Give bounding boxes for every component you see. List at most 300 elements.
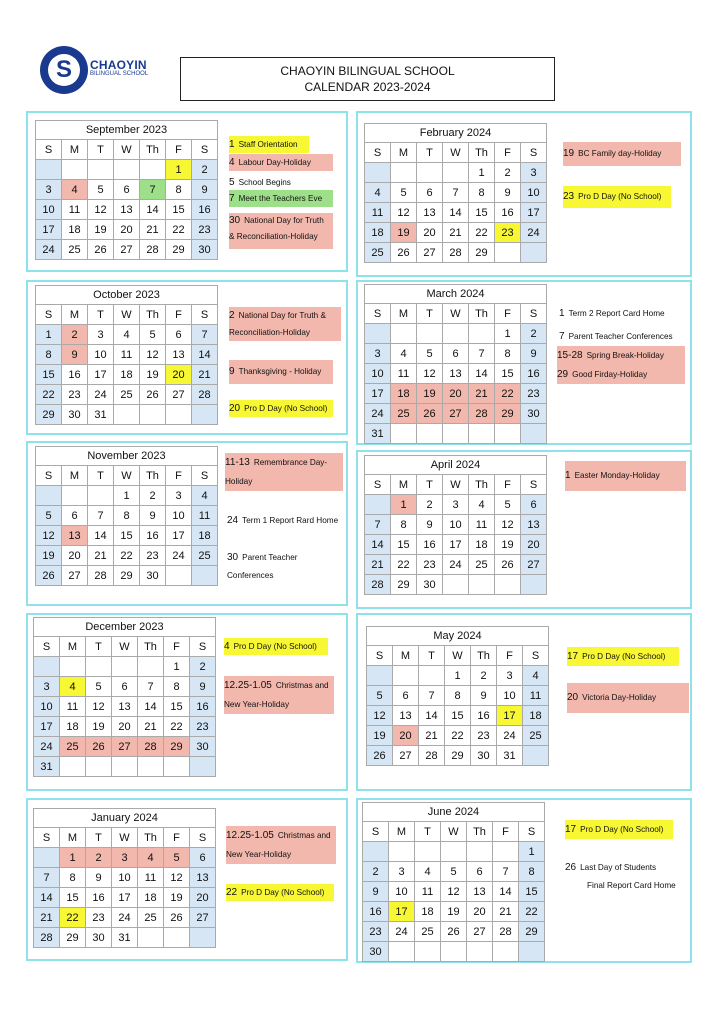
day-cell: 18 — [469, 535, 495, 555]
day-cell: 1 — [391, 495, 417, 515]
day-cell: 19 — [441, 902, 467, 922]
day-cell: 24 — [88, 385, 114, 405]
calendar-jun — [362, 802, 545, 962]
note-may-1: 17 Pro D Day (No School) — [567, 647, 679, 666]
day-cell: 30 — [140, 566, 166, 586]
weekday-header: F — [495, 143, 521, 163]
day-cell: 31 — [497, 746, 523, 766]
day-cell: 9 — [192, 180, 218, 200]
empty-cell — [519, 942, 545, 962]
day-cell: 20 — [190, 888, 216, 908]
note-mar-3: 15-28 Spring Break-Holiday 29 Good Firday-Holiday — [557, 346, 685, 384]
empty-cell — [166, 566, 192, 586]
day-cell: 25 — [138, 908, 164, 928]
day-cell: 26 — [140, 385, 166, 405]
day-cell: 15 — [114, 526, 140, 546]
day-cell: 25 — [62, 240, 88, 260]
day-cell: 18 — [192, 526, 218, 546]
day-cell: 8 — [60, 868, 86, 888]
day-cell: 7 — [493, 862, 519, 882]
weekday-header: Th — [467, 822, 493, 842]
day-cell: 31 — [365, 424, 391, 444]
empty-cell — [192, 405, 218, 425]
logo-subtitle: BILINGUAL SCHOOL — [90, 71, 149, 77]
day-cell: 4 — [62, 180, 88, 200]
day-cell: 2 — [417, 495, 443, 515]
day-cell: 23 — [62, 385, 88, 405]
day-cell: 13 — [417, 203, 443, 223]
weekday-header: F — [166, 466, 192, 486]
empty-cell — [62, 160, 88, 180]
day-cell: 1 — [114, 486, 140, 506]
day-cell: 16 — [86, 888, 112, 908]
day-cell: 22 — [60, 908, 86, 928]
day-cell: 31 — [112, 928, 138, 948]
calendar-mar — [364, 284, 547, 444]
day-cell: 21 — [88, 546, 114, 566]
weekday-header: W — [443, 304, 469, 324]
day-cell: 10 — [497, 686, 523, 706]
day-cell: 11 — [60, 697, 86, 717]
day-cell: 10 — [36, 200, 62, 220]
day-cell: 7 — [138, 677, 164, 697]
day-cell: 24 — [443, 555, 469, 575]
day-cell: 16 — [495, 203, 521, 223]
day-cell: 10 — [34, 697, 60, 717]
month-title: April 2024 — [365, 456, 547, 475]
day-cell: 10 — [88, 345, 114, 365]
weekday-header: S — [34, 637, 60, 657]
day-cell: 6 — [62, 506, 88, 526]
empty-cell — [34, 848, 60, 868]
day-cell: 19 — [88, 220, 114, 240]
day-cell: 10 — [166, 506, 192, 526]
day-cell: 7 — [34, 868, 60, 888]
day-cell: 6 — [521, 495, 547, 515]
day-cell: 4 — [60, 677, 86, 697]
day-cell: 23 — [140, 546, 166, 566]
day-cell: 7 — [469, 344, 495, 364]
day-cell: 8 — [164, 677, 190, 697]
day-cell: 29 — [445, 746, 471, 766]
day-cell: 3 — [443, 495, 469, 515]
weekday-header: S — [519, 822, 545, 842]
weekday-header: S — [523, 646, 549, 666]
day-cell: 12 — [441, 882, 467, 902]
day-cell: 18 — [114, 365, 140, 385]
calendar-dec — [33, 617, 216, 777]
day-cell: 15 — [164, 697, 190, 717]
weekday-header: S — [521, 475, 547, 495]
note-sep-3: 5 School Begins — [229, 177, 291, 188]
day-cell: 3 — [36, 180, 62, 200]
day-cell: 20 — [114, 220, 140, 240]
empty-cell — [419, 666, 445, 686]
day-cell: 27 — [114, 240, 140, 260]
weekday-header: W — [112, 637, 138, 657]
day-cell: 4 — [391, 344, 417, 364]
day-cell: 15 — [60, 888, 86, 908]
empty-cell — [86, 657, 112, 677]
day-cell: 6 — [112, 677, 138, 697]
day-cell: 17 — [88, 365, 114, 385]
weekday-header: S — [192, 466, 218, 486]
day-cell: 7 — [140, 180, 166, 200]
day-cell: 22 — [469, 223, 495, 243]
month-title: January 2024 — [34, 809, 216, 828]
day-cell: 25 — [469, 555, 495, 575]
day-cell: 11 — [523, 686, 549, 706]
day-cell: 7 — [443, 183, 469, 203]
day-cell: 25 — [391, 404, 417, 424]
weekday-header: M — [62, 305, 88, 325]
weekday-header: W — [114, 140, 140, 160]
day-cell: 13 — [62, 526, 88, 546]
day-cell: 27 — [521, 555, 547, 575]
empty-cell — [391, 163, 417, 183]
day-cell: 21 — [419, 726, 445, 746]
day-cell: 5 — [441, 862, 467, 882]
empty-cell — [140, 405, 166, 425]
weekday-header: Th — [469, 143, 495, 163]
day-cell: 18 — [415, 902, 441, 922]
day-cell: 6 — [166, 325, 192, 345]
day-cell: 17 — [34, 717, 60, 737]
day-cell: 4 — [523, 666, 549, 686]
day-cell: 9 — [363, 882, 389, 902]
calendar-may — [366, 626, 549, 766]
empty-cell — [114, 160, 140, 180]
day-cell: 19 — [417, 384, 443, 404]
day-cell: 6 — [393, 686, 419, 706]
day-cell: 1 — [519, 842, 545, 862]
weekday-header: T — [88, 305, 114, 325]
day-cell: 1 — [495, 324, 521, 344]
day-cell: 14 — [192, 345, 218, 365]
weekday-header: Th — [140, 305, 166, 325]
day-cell: 6 — [114, 180, 140, 200]
empty-cell — [391, 324, 417, 344]
day-cell: 15 — [445, 706, 471, 726]
weekday-header: W — [445, 646, 471, 666]
day-cell: 16 — [62, 365, 88, 385]
day-cell: 2 — [62, 325, 88, 345]
day-cell: 19 — [140, 365, 166, 385]
day-cell: 8 — [495, 344, 521, 364]
day-cell: 20 — [443, 384, 469, 404]
empty-cell — [443, 324, 469, 344]
day-cell: 11 — [415, 882, 441, 902]
day-cell: 23 — [190, 717, 216, 737]
note-sep-5: 30 National Day for Truth & Reconciliation-Holiday — [229, 213, 333, 249]
note-oct-1: 2 National Day for Truth & Reconciliation-Holiday — [229, 307, 341, 341]
day-cell: 13 — [112, 697, 138, 717]
note-sep-2: 4 Labour Day-Holiday — [229, 154, 333, 171]
note-may-2: 20 Victoria Day-Holiday — [567, 683, 689, 713]
day-cell: 14 — [140, 200, 166, 220]
empty-cell — [166, 405, 192, 425]
day-cell: 9 — [140, 506, 166, 526]
month-title: May 2024 — [367, 627, 549, 646]
day-cell: 31 — [34, 757, 60, 777]
weekday-header: T — [88, 140, 114, 160]
day-cell: 13 — [114, 200, 140, 220]
empty-cell — [88, 160, 114, 180]
day-cell: 14 — [34, 888, 60, 908]
weekday-header: Th — [469, 475, 495, 495]
day-cell: 21 — [34, 908, 60, 928]
day-cell: 24 — [521, 223, 547, 243]
day-cell: 2 — [495, 163, 521, 183]
weekday-header: W — [112, 828, 138, 848]
day-cell: 4 — [365, 183, 391, 203]
weekday-header: M — [60, 828, 86, 848]
empty-cell — [365, 495, 391, 515]
month-title: December 2023 — [34, 618, 216, 637]
calendar-apr — [364, 455, 547, 595]
day-cell: 2 — [140, 486, 166, 506]
empty-cell — [164, 928, 190, 948]
weekday-header: S — [192, 140, 218, 160]
weekday-header: S — [36, 466, 62, 486]
day-cell: 25 — [192, 546, 218, 566]
empty-cell — [86, 757, 112, 777]
day-cell: 14 — [419, 706, 445, 726]
day-cell: 30 — [471, 746, 497, 766]
day-cell: 21 — [493, 902, 519, 922]
day-cell: 9 — [417, 515, 443, 535]
day-cell: 5 — [88, 180, 114, 200]
weekday-header: S — [363, 822, 389, 842]
day-cell: 5 — [417, 344, 443, 364]
weekday-header: Th — [140, 140, 166, 160]
day-cell: 21 — [138, 717, 164, 737]
day-cell: 8 — [36, 345, 62, 365]
weekday-header: T — [419, 646, 445, 666]
day-cell: 11 — [391, 364, 417, 384]
day-cell: 18 — [523, 706, 549, 726]
weekday-header: M — [389, 822, 415, 842]
empty-cell — [60, 757, 86, 777]
day-cell: 10 — [389, 882, 415, 902]
empty-cell — [443, 163, 469, 183]
weekday-header: M — [393, 646, 419, 666]
day-cell: 9 — [521, 344, 547, 364]
day-cell: 6 — [190, 848, 216, 868]
day-cell: 2 — [86, 848, 112, 868]
day-cell: 28 — [469, 404, 495, 424]
day-cell: 19 — [367, 726, 393, 746]
day-cell: 5 — [86, 677, 112, 697]
day-cell: 23 — [417, 555, 443, 575]
weekday-header: Th — [140, 466, 166, 486]
day-cell: 12 — [36, 526, 62, 546]
day-cell: 6 — [467, 862, 493, 882]
weekday-header: S — [365, 304, 391, 324]
weekday-header: M — [62, 140, 88, 160]
day-cell: 17 — [389, 902, 415, 922]
day-cell: 18 — [62, 220, 88, 240]
empty-cell — [138, 757, 164, 777]
weekday-header: M — [62, 466, 88, 486]
day-cell: 21 — [140, 220, 166, 240]
weekday-header: S — [367, 646, 393, 666]
day-cell: 22 — [164, 717, 190, 737]
month-title: February 2024 — [365, 124, 547, 143]
day-cell: 12 — [495, 515, 521, 535]
weekday-header: W — [114, 466, 140, 486]
empty-cell — [495, 575, 521, 595]
weekday-header: T — [86, 637, 112, 657]
day-cell: 12 — [86, 697, 112, 717]
day-cell: 28 — [138, 737, 164, 757]
day-cell: 27 — [393, 746, 419, 766]
empty-cell — [469, 575, 495, 595]
weekday-header: S — [190, 828, 216, 848]
weekday-header: T — [88, 466, 114, 486]
day-cell: 22 — [166, 220, 192, 240]
note-nov-2: 24 Term 1 Report Rard Home — [227, 515, 339, 526]
day-cell: 11 — [469, 515, 495, 535]
weekday-header: T — [417, 143, 443, 163]
day-cell: 3 — [112, 848, 138, 868]
day-cell: 25 — [114, 385, 140, 405]
empty-cell — [365, 324, 391, 344]
empty-cell — [112, 757, 138, 777]
note-feb-1: 19 BC Family day-Holiday — [563, 142, 681, 166]
day-cell: 17 — [365, 384, 391, 404]
day-cell: 13 — [166, 345, 192, 365]
day-cell: 4 — [415, 862, 441, 882]
weekday-header: T — [417, 304, 443, 324]
empty-cell — [443, 424, 469, 444]
day-cell: 8 — [166, 180, 192, 200]
day-cell: 26 — [88, 240, 114, 260]
day-cell: 27 — [166, 385, 192, 405]
day-cell: 12 — [417, 364, 443, 384]
empty-cell — [441, 842, 467, 862]
empty-cell — [493, 842, 519, 862]
day-cell: 30 — [363, 942, 389, 962]
day-cell: 8 — [391, 515, 417, 535]
day-cell: 14 — [443, 203, 469, 223]
day-cell: 30 — [86, 928, 112, 948]
empty-cell — [493, 942, 519, 962]
day-cell: 5 — [495, 495, 521, 515]
empty-cell — [36, 486, 62, 506]
day-cell: 27 — [417, 243, 443, 263]
day-cell: 20 — [112, 717, 138, 737]
day-cell: 14 — [365, 535, 391, 555]
empty-cell — [521, 575, 547, 595]
empty-cell — [164, 757, 190, 777]
day-cell: 14 — [88, 526, 114, 546]
day-cell: 3 — [521, 163, 547, 183]
day-cell: 5 — [391, 183, 417, 203]
empty-cell — [389, 942, 415, 962]
day-cell: 20 — [393, 726, 419, 746]
note-apr-1: 1 Easter Monday-Holiday — [565, 461, 686, 491]
day-cell: 2 — [521, 324, 547, 344]
day-cell: 9 — [190, 677, 216, 697]
day-cell: 1 — [166, 160, 192, 180]
empty-cell — [190, 928, 216, 948]
school-logo: S CHAOYIN BILINGUAL SCHOOL — [40, 46, 180, 98]
day-cell: 26 — [441, 922, 467, 942]
day-cell: 21 — [365, 555, 391, 575]
empty-cell — [443, 575, 469, 595]
page-title — [180, 57, 555, 101]
empty-cell — [523, 746, 549, 766]
empty-cell — [114, 405, 140, 425]
day-cell: 9 — [495, 183, 521, 203]
calendar-sep — [35, 120, 218, 260]
day-cell: 24 — [497, 726, 523, 746]
empty-cell — [363, 842, 389, 862]
weekday-header: S — [34, 828, 60, 848]
day-cell: 23 — [521, 384, 547, 404]
day-cell: 5 — [164, 848, 190, 868]
day-cell: 1 — [60, 848, 86, 868]
day-cell: 3 — [389, 862, 415, 882]
weekday-header: F — [495, 475, 521, 495]
empty-cell — [415, 842, 441, 862]
day-cell: 20 — [62, 546, 88, 566]
weekday-header: M — [391, 304, 417, 324]
empty-cell — [34, 657, 60, 677]
day-cell: 13 — [467, 882, 493, 902]
day-cell: 20 — [467, 902, 493, 922]
day-cell: 5 — [367, 686, 393, 706]
day-cell: 8 — [445, 686, 471, 706]
day-cell: 16 — [190, 697, 216, 717]
title-line-2: CALENDAR 2023-2024 — [304, 80, 431, 94]
calendar-nov — [35, 446, 218, 586]
day-cell: 23 — [86, 908, 112, 928]
day-cell: 27 — [62, 566, 88, 586]
day-cell: 2 — [471, 666, 497, 686]
empty-cell — [365, 163, 391, 183]
day-cell: 10 — [521, 183, 547, 203]
weekday-header: W — [443, 475, 469, 495]
day-cell: 25 — [415, 922, 441, 942]
day-cell: 22 — [36, 385, 62, 405]
weekday-header: S — [521, 143, 547, 163]
weekday-header: S — [365, 143, 391, 163]
weekday-header: F — [493, 822, 519, 842]
weekday-header: T — [86, 828, 112, 848]
day-cell: 12 — [367, 706, 393, 726]
day-cell: 11 — [365, 203, 391, 223]
day-cell: 5 — [36, 506, 62, 526]
day-cell: 28 — [192, 385, 218, 405]
day-cell: 15 — [36, 365, 62, 385]
day-cell: 24 — [36, 240, 62, 260]
day-cell: 26 — [495, 555, 521, 575]
day-cell: 18 — [138, 888, 164, 908]
empty-cell — [36, 160, 62, 180]
day-cell: 19 — [391, 223, 417, 243]
weekday-header: S — [365, 475, 391, 495]
empty-cell — [469, 324, 495, 344]
day-cell: 29 — [36, 405, 62, 425]
month-title: October 2023 — [36, 286, 218, 305]
day-cell: 26 — [164, 908, 190, 928]
day-cell: 29 — [495, 404, 521, 424]
day-cell: 13 — [190, 868, 216, 888]
day-cell: 26 — [36, 566, 62, 586]
day-cell: 27 — [443, 404, 469, 424]
